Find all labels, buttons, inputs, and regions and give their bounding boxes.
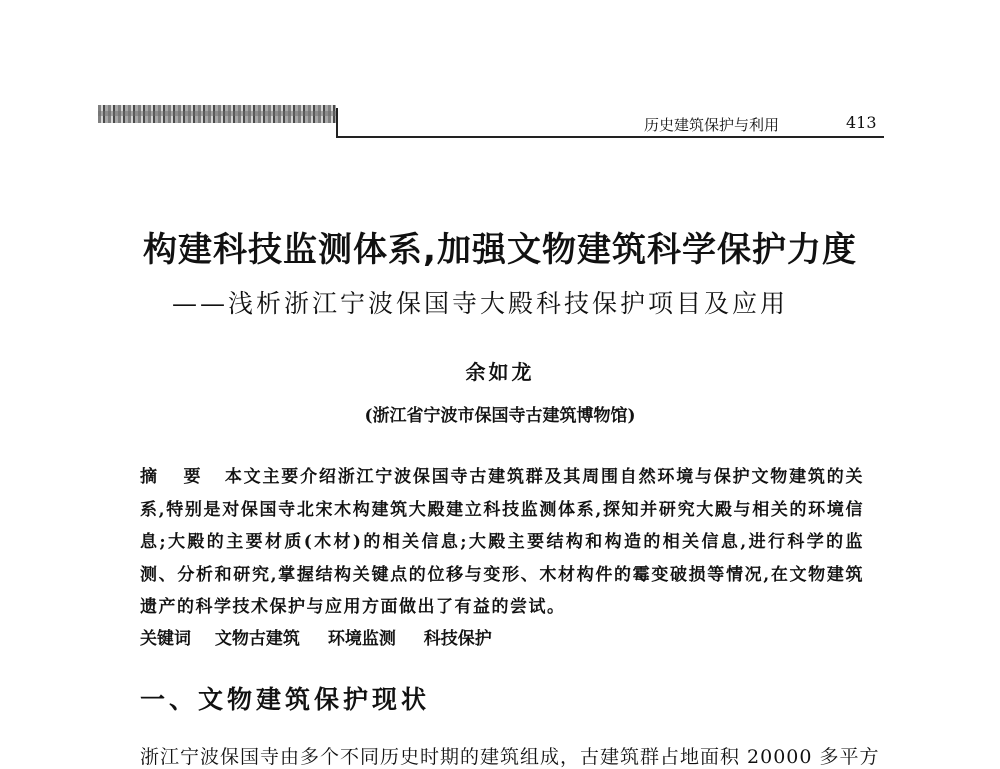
article-title: 构建科技监测体系,加强文物建筑科学保护力度: [143, 230, 857, 270]
keyword-item: 文物古建筑: [214, 629, 300, 649]
keywords-line: [140, 624, 514, 649]
body-text-line: 浙江宁波保国寺由多个不同历史时期的建筑组成，古建筑群占地面积 20000 多平方: [140, 746, 880, 768]
abstract-label: 摘 要: [140, 467, 211, 487]
header-rule: [336, 136, 884, 138]
header-divider-tick: [336, 108, 338, 138]
running-head: 历史建筑保护与利用: [644, 116, 780, 134]
author-affiliation: (浙江省宁波市保国寺古建筑博物馆): [364, 406, 636, 426]
keyword-item: 科技保护: [423, 629, 492, 649]
page-number: 413: [846, 113, 877, 132]
keyword-item: 环境监测: [327, 629, 396, 649]
article-subtitle: ——浅析浙江宁波保国寺大殿科技保护项目及应用: [172, 289, 789, 318]
section-heading: 一、文物建筑保护现状: [140, 685, 431, 714]
keywords-label: 关键词: [140, 629, 191, 649]
abstract-text: 本文主要介绍浙江宁波保国寺古建筑群及其周围自然环境与保护文物建筑的关系,特别是对保国寺北宋木构建筑大殿建立科技监测体系,探知并研究大殿与相关的环境信息;大殿的主要材质(木材)的相关信息;大殿主要结构和构造的相关信息,进行科学的监测、分析和研究,掌握结构关键点的位移与变形、木材构件的霉变破损等情况,在文物建筑遗产的科学技术保护与应用方面做出了有益的尝试。: [140, 467, 864, 618]
author-name: 余如龙: [465, 360, 535, 384]
abstract-paragraph: [140, 461, 864, 624]
header-decorative-band: [98, 105, 336, 123]
